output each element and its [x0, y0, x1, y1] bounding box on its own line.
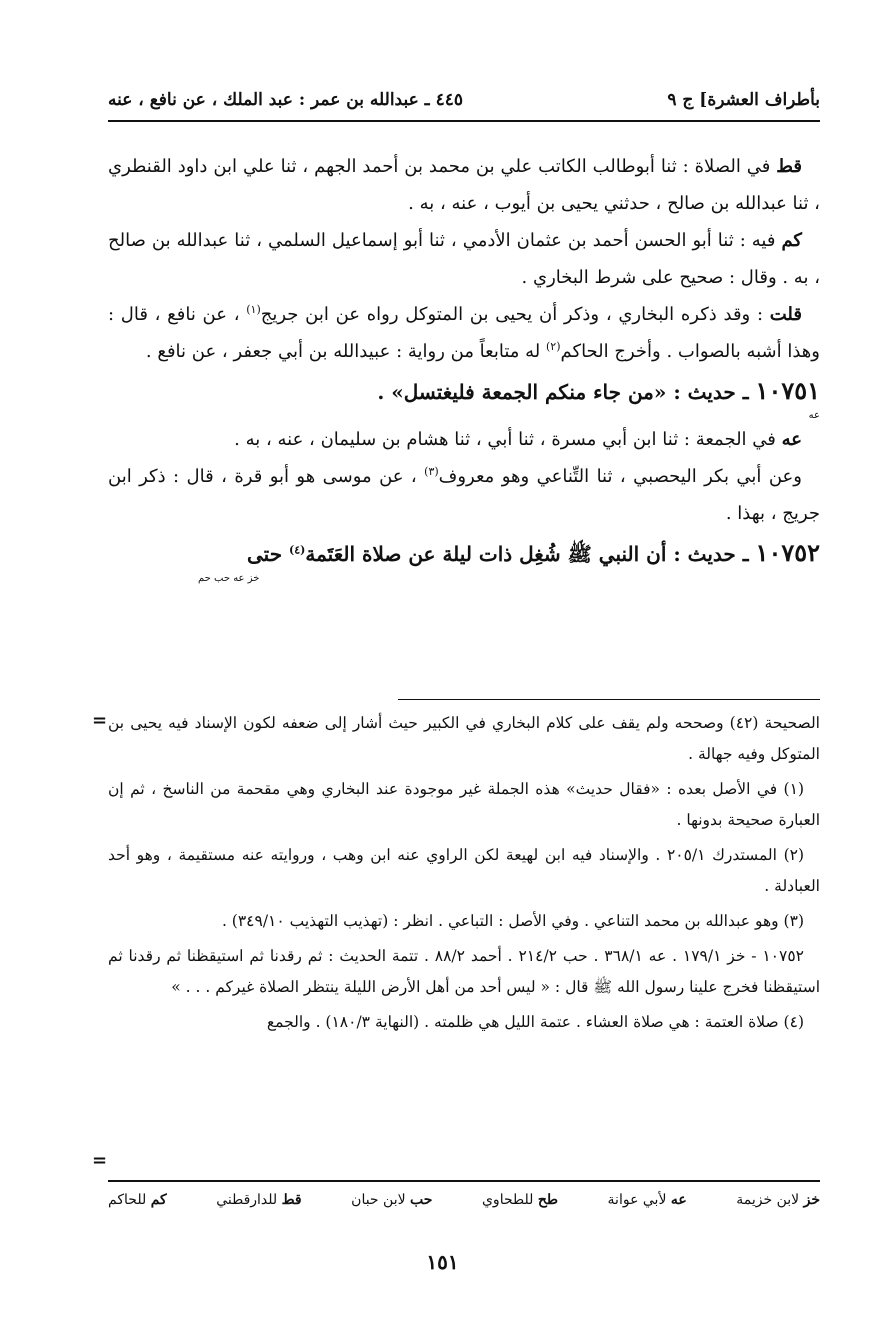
footnote-3: (٣) وهو عبدالله بن محمد التناعي . وفي الأصل : التباعي . انظر : (تهذيب التهذيب ٣٤٩/١٠) .	[221, 912, 804, 930]
continuation-mark: =	[92, 1150, 108, 1171]
hadith-title: حتى	[247, 542, 290, 566]
paragraph-text: ، عن نافع ، قال : وهذا أشبه بالصواب . وأخرج الحاكم	[108, 304, 820, 362]
hadith-title: ـ حديث : «من جاء منكم الجمعة فليغتسل» .	[377, 380, 756, 404]
footnote-hadith-10752: ١٠٧٥٢ - خز ١٧٩/١ . عه ٣٦٨/١ . حب ٢١٤/٢ . أحمد ٨٨/٢ . تتمة الحديث : ثم رقدنا ثم استيقظنا ثم رقدنا ثم استيقظنا فخرج علينا رسول الله ﷺ قال : « ليس أحد من أهل الأرض الليلة ينتظر الصلاة غيركم . . . »	[108, 947, 820, 996]
hadith-heading-10752	[108, 534, 820, 573]
footnote-ref: (١)	[246, 303, 261, 316]
footnote-2: (٢) المستدرك ٢٠٥/١ . والإسناد فيه ابن لهيعة لكن الراوي عنه ابن وهب ، وروايته عنه مستقيمة ، وهو أحد العبادلة .	[108, 846, 820, 895]
hadith-title: ـ حديث : أن النبي ﷺ شُغِل ذات ليلة عن صلاة العَتَمة	[305, 542, 756, 566]
abbreviations-divider	[108, 1180, 820, 1182]
footnote-divider	[398, 699, 820, 700]
abbrev-item: قط للدارقطني	[216, 1192, 302, 1208]
paragraph-text: : وقد ذكره البخاري ، وذكر أن يحيى بن المتوكل رواه عن ابن جريج	[260, 304, 770, 325]
paragraph-text: وعن أبي بكر اليحصبي ، ثنا التِّناعي وهو معروف	[438, 466, 802, 487]
paragraph-qult	[108, 296, 820, 370]
abbrev-item: طح للطحاوي	[481, 1192, 559, 1208]
paragraph-text: في الجمعة : ثنا ابن أبي مسرة ، ثنا أبي ، ثنا هشام بن سليمان ، عنه ، به .	[234, 429, 782, 450]
footnote-ref: (٤)	[289, 543, 306, 557]
footnote-4: (٤) صلاة العتمة : هي صلاة العشاء . عتمة الليل هي ظلمته . (النهاية ١٨٠/٣) . والجمع	[266, 1013, 804, 1031]
source-siglum: قط	[776, 156, 802, 177]
hadith-sigla: عه	[808, 410, 820, 421]
hadith-heading-10751	[108, 372, 820, 411]
continuation-mark: =	[92, 710, 108, 731]
abbrev-item: خز لابن خزيمة	[736, 1192, 820, 1208]
footnote-1: (١) في الأصل بعده : «فقال حديث» هذه الجملة غير موجودة عند البخاري وهي مقحمة من الناسخ ، ثم إن العبارة صحيحة بدونها .	[108, 780, 820, 829]
source-siglum: كم	[781, 230, 802, 251]
abbreviations-key	[108, 1192, 820, 1220]
header-volume: بأطراف العشرة] ج ٩	[667, 90, 820, 110]
header-chapter: ٤٤٥ ـ عبدالله بن عمر : عبد الملك ، عن نافع ، عنه	[108, 90, 463, 110]
page-number: ١٥١	[426, 1250, 459, 1274]
paragraph-text: فيه : ثنا أبو الحسن أحمد بن عثمان الأدمي ، ثنا أبو إسماعيل السلمي ، ثنا عبدالله بن صالح ، به . وقال : صحيح على شرط البخاري .	[108, 230, 820, 288]
paragraph-qt	[108, 148, 820, 222]
footnote-continuation: الصحيحة (٤٢) وصححه ولم يقف على كلام البخاري في الكبير حيث أشار إلى ضعفه لكون الإسناد فيه يحيى بن المتوكل وفيه جهالة .	[108, 714, 820, 763]
main-text	[108, 148, 820, 585]
abbrev-item: عه لأبي عوانة	[607, 1192, 687, 1208]
running-header	[108, 84, 820, 122]
paragraph-km	[108, 222, 820, 296]
paragraph-text: له متابعاً من رواية : عبيدالله بن أبي جعفر ، عن نافع .	[145, 341, 546, 362]
hadith-number: ١٠٧٥١	[755, 376, 820, 405]
note-label: قلت	[769, 304, 802, 325]
footnote-ref: (٣)	[424, 465, 439, 478]
footnote-ref: (٢)	[546, 340, 561, 353]
paragraph-text: في الصلاة : ثنا أبوطالب الكاتب علي بن محمد بن أحمد الجهم ، ثنا علي ابن داود القنطري ، ثنا عبدالله بن صالح ، حدثني يحيى بن أيوب ، عنه ، به .	[108, 156, 820, 214]
paragraph-wa-an	[108, 458, 820, 532]
hadith-number: ١٠٧٥٢	[755, 538, 820, 567]
source-siglum: عه	[781, 429, 802, 450]
paragraph-text: ، عن موسى هو أبو قرة ، قال : ذكر ابن جريج ، بهذا .	[108, 466, 820, 524]
abbrev-item: حب لابن حبان	[351, 1192, 433, 1208]
footnotes	[108, 708, 820, 1042]
hadith-sigla: خز عه حب حم	[198, 573, 260, 584]
abbrev-item: كم للحاكم	[108, 1192, 167, 1208]
paragraph-ah	[108, 421, 820, 458]
